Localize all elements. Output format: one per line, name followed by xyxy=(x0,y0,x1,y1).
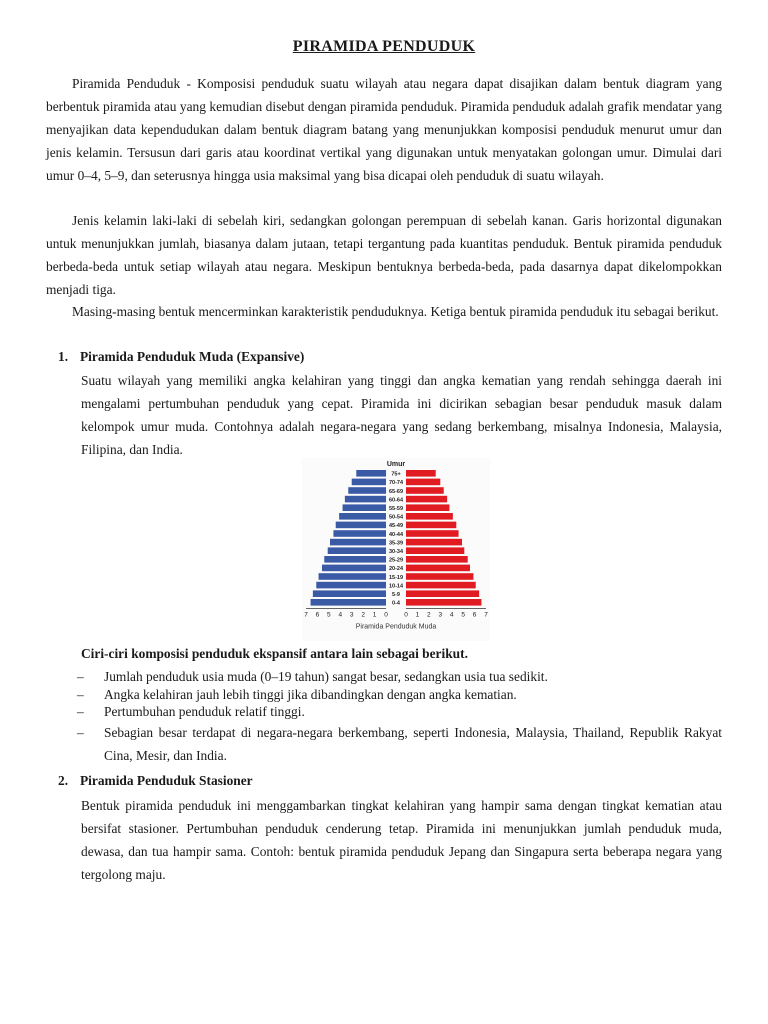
bar-left xyxy=(345,496,386,503)
tick-label: 7 xyxy=(304,611,308,619)
age-label: 0-4 xyxy=(392,600,400,607)
bar-left xyxy=(313,590,386,597)
bar-right xyxy=(406,479,440,486)
section-2-body: Bentuk piramida penduduk ini menggambarkan tingkat kelahiran yang hampir sama dengan tingkat kematian atau bersifat stasioner. Pertumbuhan penduduk cenderung tetap. Piramida ini menunjukkan jumlah penduduk muda, dewasa, dan tua hampir sama. Contoh: bentuk piramida penduduk Jepang dan Singapura serta beberapa negara yang tergolong maju. xyxy=(81,798,722,882)
bar-left xyxy=(336,522,386,529)
section-1-heading xyxy=(58,347,304,367)
age-label: 70-74 xyxy=(388,480,404,487)
features-heading: Ciri-ciri komposisi penduduk ekspansif antara lain sebagai berikut. xyxy=(81,646,468,661)
bar-right xyxy=(406,539,462,546)
section-2-heading xyxy=(58,771,253,791)
age-label: 25-29 xyxy=(388,557,404,564)
age-label: 75+ xyxy=(391,471,401,478)
tick-label: 0 xyxy=(384,611,388,619)
population-pyramid-chart xyxy=(302,458,490,641)
list-item: – Pertumbuhan penduduk relatif tinggi. xyxy=(77,704,305,719)
age-label: 30-34 xyxy=(388,549,404,555)
age-label: 60-64 xyxy=(388,497,404,504)
tick-label: 7 xyxy=(484,611,488,619)
tick-label: 4 xyxy=(449,611,454,619)
bar-left xyxy=(319,573,386,580)
bar-left xyxy=(356,470,386,477)
bar-right xyxy=(406,522,456,529)
bar-left xyxy=(333,530,386,537)
document-title: PIRAMIDA PENDUDUK xyxy=(292,38,476,55)
section-1-body: Suatu wilayah yang memiliki angka kelahiran yang tinggi dan angka kematian yang rendah sehingga daerah ini mengalami pertumbuhan penduduk yang cepat. Piramida ini dicirikan sebagian besar penduduk masuk dalam kelompok umur muda. Contohnya adalah negara-negara yang sedang berkembang, misalnya Indonesia, Malaysia, Filipina, dan India. xyxy=(81,373,722,457)
age-label: 65-69 xyxy=(388,488,404,495)
bar-left xyxy=(348,487,386,494)
tick-label: 6 xyxy=(472,611,477,619)
bar-right xyxy=(406,590,479,597)
tick-label: 3 xyxy=(438,611,443,619)
age-label: 50-54 xyxy=(388,514,404,521)
age-label: 5-9 xyxy=(392,592,400,598)
bar-left xyxy=(316,582,386,589)
tick-label: 2 xyxy=(427,611,431,619)
age-label: 10-14 xyxy=(388,583,404,590)
age-label: 15-19 xyxy=(388,574,404,581)
bar-left xyxy=(324,556,386,563)
section-2-title: Piramida Penduduk Stasioner xyxy=(80,773,253,788)
bar-right xyxy=(406,547,464,554)
age-label: 20-24 xyxy=(388,566,404,573)
section-2-number: 2. xyxy=(58,773,69,788)
chart-title: Umur xyxy=(386,461,406,468)
list-item: – Sebagian besar terdapat di negara-negara berkembang, seperti Indonesia, Malaysia, Thailand, Republik Rakyat Cina, Mesir, dan India. xyxy=(77,724,722,763)
pyramid-svg xyxy=(302,458,490,641)
bar-right xyxy=(406,487,444,494)
section-1-title: Piramida Penduduk Muda (Expansive) xyxy=(80,349,305,364)
tick-label: 3 xyxy=(349,611,354,619)
age-label: 55-59 xyxy=(388,506,404,512)
tick-label: 2 xyxy=(361,611,365,619)
bar-left xyxy=(339,513,386,520)
bar-right xyxy=(406,470,436,477)
bar-right xyxy=(406,530,459,537)
bar-right xyxy=(406,565,470,572)
bar-left xyxy=(343,504,386,511)
bar-left xyxy=(330,539,386,546)
chart-caption: Piramida Penduduk Muda xyxy=(355,623,437,631)
bar-left xyxy=(311,599,386,606)
bar-right xyxy=(406,599,481,606)
bar-right xyxy=(406,513,453,520)
bar-right xyxy=(406,504,449,511)
bar-right xyxy=(406,496,447,503)
tick-label: 4 xyxy=(338,611,343,619)
gender-paragraph: Jenis kelamin laki-laki di sebelah kiri, sedangkan golongan perempuan di sebelah kanan. Garis horizontal digunakan untuk menunjukkan jumlah, biasanya dalam jutaan, tetapi tergantung pada kuantitas penduduk. Bentuk piramida penduduk berbeda-beda untuk setiap wilayah atau negara. Meskipun bentuknya berbeda-beda, pada dasarnya dapat dikelompokkan menjadi tiga. xyxy=(46,213,722,297)
features-list xyxy=(77,668,722,767)
section-1-number: 1. xyxy=(58,349,69,364)
bar-left xyxy=(352,479,386,486)
types-paragraph: Masing-masing bentuk mencerminkan karakteristik penduduknya. Ketiga bentuk piramida penduduk itu sebagai berikut. xyxy=(72,304,719,319)
tick-label: 1 xyxy=(415,611,420,619)
intro-paragraph: Piramida Penduduk - Komposisi penduduk suatu wilayah atau negara dapat disajikan dalam bentuk diagram yang berbentuk piramida atau yang kemudian disebut dengan piramida penduduk. Piramida penduduk adalah grafik mendatar yang menyajikan data kependudukan dalam bentuk diagram batang yang menunjukkan komposisi penduduk menurut umur dan jenis kelamin. Tersusun dari garis atau koordinat vertikal yang digunakan untuk menyatakan golongan umur. Dimulai dari umur 0–4, 5–9, dan seterusnya hingga usia maksimal yang bisa dicapai oleh penduduk di suatu wilayah. xyxy=(46,76,722,183)
tick-label: 5 xyxy=(461,611,465,619)
bar-left xyxy=(322,565,386,572)
bar-right xyxy=(406,582,476,589)
tick-label: 5 xyxy=(327,611,331,619)
bar-left xyxy=(328,547,386,554)
age-label: 40-44 xyxy=(388,531,404,538)
bar-right xyxy=(406,573,473,580)
age-label: 35-39 xyxy=(388,540,404,547)
tick-label: 1 xyxy=(372,611,377,619)
list-item: – Jumlah penduduk usia muda (0–19 tahun) sangat besar, sedangkan usia tua sedikit. xyxy=(77,669,548,684)
tick-label: 0 xyxy=(404,611,408,619)
tick-label: 6 xyxy=(315,611,320,619)
age-label: 45-49 xyxy=(388,523,404,530)
list-item: – Angka kelahiran jauh lebih tinggi jika dibandingkan dengan angka kematian. xyxy=(77,686,517,702)
bar-right xyxy=(406,556,468,563)
